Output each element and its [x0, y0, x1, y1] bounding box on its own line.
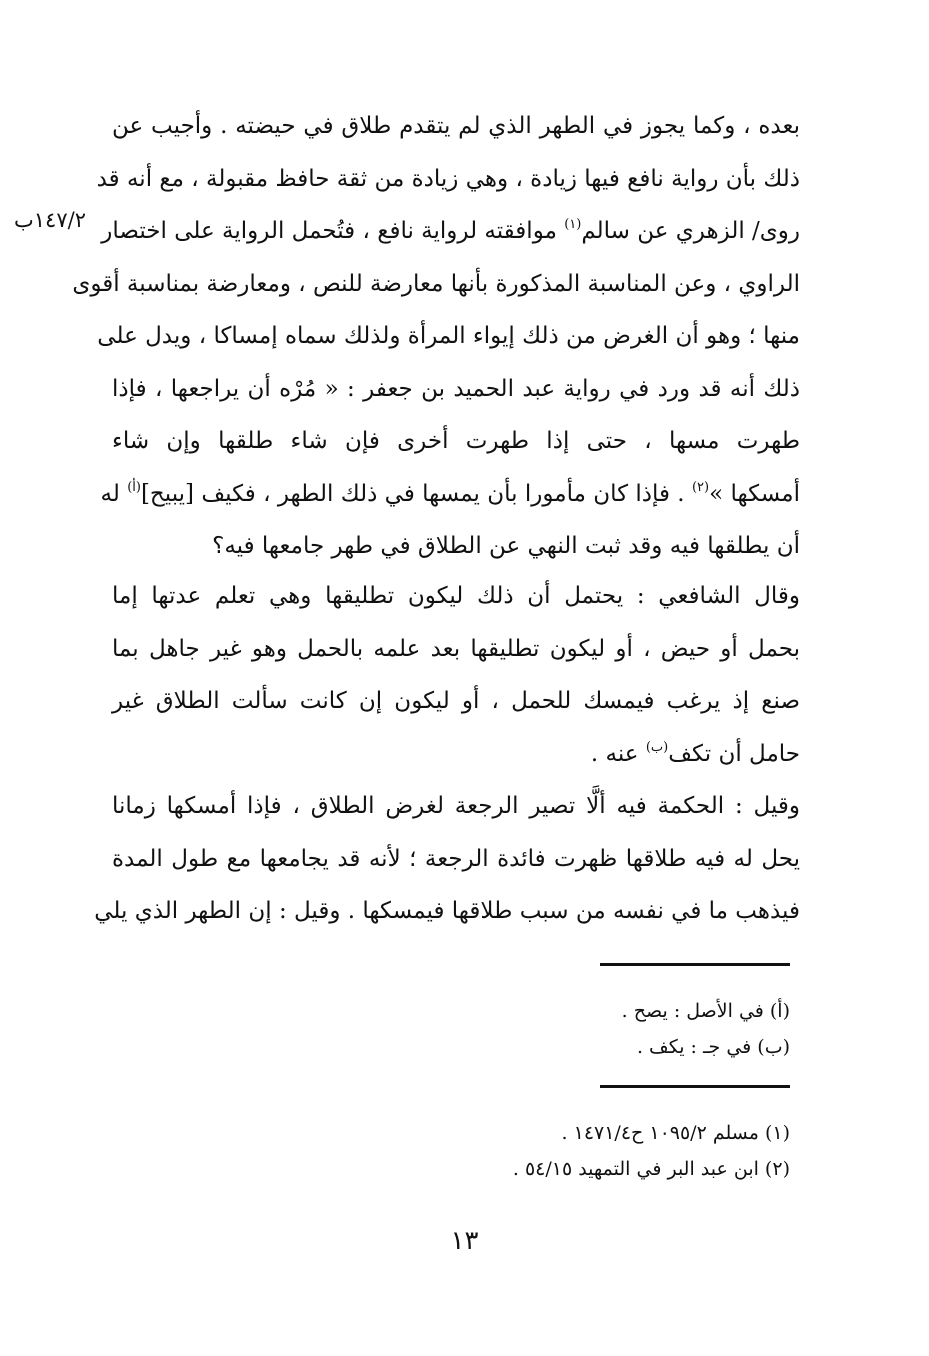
text-line: فيذهب ما في نفسه من سبب طلاقها فيمسكها . وقيل : إن الطهر الذي يلي: [94, 898, 800, 924]
text-line: طهرت مسها ، حتى إذا طهرت أخرى فإن شاء طلقها وإن شاء: [112, 428, 800, 454]
text-line: منها ؛ وهو أن الغرض من ذلك إيواء المرأة ولذلك سماه إمساكا ، ويدل على: [97, 323, 800, 349]
source-note: (١) مسلم ١٠٩٥/٢ ح١٤٧١/٤ .: [561, 1122, 790, 1144]
text-line: [100, 468, 800, 521]
text-line: [112, 728, 800, 781]
variant-ref: (ب): [645, 739, 669, 755]
text-line: [101, 205, 800, 258]
footnote-divider: [600, 1085, 790, 1088]
text-line: صنع إذ يرغب فيمسك للحمل ، أو ليكون إن كانت سألت الطلاق غير: [112, 688, 800, 714]
page-number: ١٣: [450, 1226, 479, 1256]
text-line: أن يطلقها فيه وقد ثبت النهي عن الطلاق في طهر جامعها فيه؟: [212, 533, 800, 559]
paragraph-1: [72, 100, 800, 573]
variant-notes: [300, 993, 790, 1065]
source-notes: [300, 1115, 790, 1187]
text-line: يحل له فيه طلاقها ظهرت فائدة الرجعة ؛ لأنه قد يجامعها مع طول المدة: [112, 845, 800, 872]
text-line: بعده ، وكما يجوز في الطهر الذي لم يتقدم طلاق في حيضته . وأجيب عن: [112, 113, 800, 139]
footnote-divider: [600, 963, 790, 966]
paragraph-2: [112, 570, 800, 780]
text-segment: حامل أن تكف: [668, 740, 800, 767]
text-line: الراوي ، وعن المناسبة المذكورة بأنها معارضة للنص ، ومعارضة بمناسبة أقوى: [72, 270, 800, 297]
text-line: ذلك أنه قد ورد في رواية عبد الحميد بن جعفر : « مُرْه أن يراجعها ، فإذا: [112, 375, 800, 402]
text-segment: موافقته لرواية نافع ، فتُحمل الرواية على اختصار: [101, 218, 565, 244]
variant-note: (أ) في الأصل : يصح .: [621, 1000, 790, 1022]
variant-ref: (أ): [127, 479, 141, 495]
text-segment: له: [100, 480, 128, 507]
variant-note: (ب) في جـ : يكف .: [636, 1036, 790, 1058]
text-segment: روى/ الزهري عن سالم: [581, 218, 800, 244]
text-line: ذلك بأن رواية نافع فيها زيادة ، وهي زيادة من ثقة حافظ مقبولة ، مع أنه قد: [96, 165, 800, 192]
text-line: بحمل أو حيض ، أو ليكون تطليقها بعد علمه بالحمل وهو غير جاهل بما: [112, 635, 800, 662]
text-line: وقال الشافعي : يحتمل أن ذلك ليكون تطليقها وهي تعلم عدتها إما: [112, 583, 800, 609]
text-segment: عنه .: [590, 740, 646, 767]
text-segment: أمسكها »: [709, 480, 800, 507]
text-segment: . فإذا كان مأمورا بأن يمسها في ذلك الطهر ، فكيف [يبيح]: [140, 480, 692, 507]
text-line: وقيل : الحكمة فيه ألَّا تصير الرجعة لغرض الطلاق ، فإذا أمسكها زمانا: [112, 793, 800, 819]
margin-folio-note: ١٤٧/٢ب: [14, 208, 86, 232]
source-note: (٢) ابن عبد البر في التمهيد ٥٤/١٥ .: [512, 1158, 790, 1180]
footnote-ref: (١): [564, 217, 582, 232]
footnote-ref: (٢): [691, 479, 710, 495]
paragraph-3: [94, 780, 800, 938]
